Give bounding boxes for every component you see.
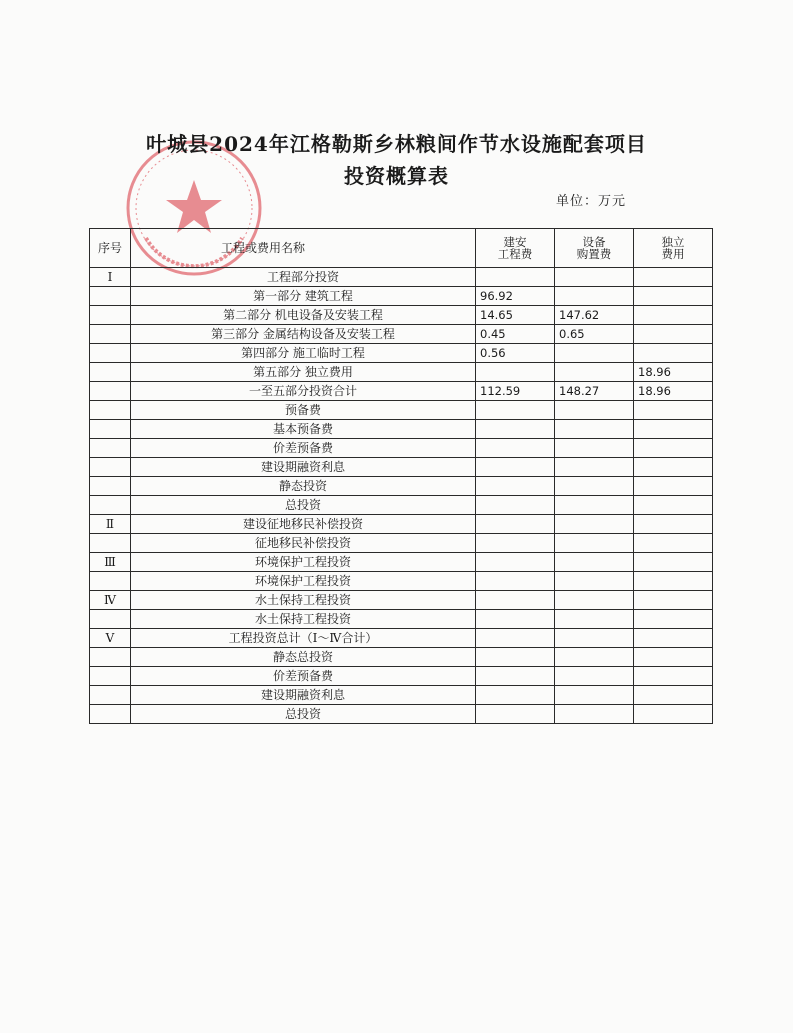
header-independent — [634, 229, 713, 268]
row-independent-fee — [634, 572, 713, 591]
header-name: 工程或费用名称 — [131, 229, 476, 268]
row-equipment-fee — [555, 667, 634, 686]
table-row — [90, 686, 713, 705]
row-construction-fee — [476, 705, 555, 724]
row-name: 第一部分 建筑工程 — [131, 287, 476, 306]
row-independent-fee — [634, 553, 713, 572]
row-seq — [90, 306, 131, 325]
row-construction-fee — [476, 534, 555, 553]
table-row — [90, 306, 713, 325]
row-construction-fee — [476, 477, 555, 496]
table-row — [90, 325, 713, 344]
row-equipment-fee — [555, 610, 634, 629]
row-equipment-fee — [555, 534, 634, 553]
row-seq — [90, 401, 131, 420]
row-construction-fee — [476, 496, 555, 515]
row-independent-fee — [634, 401, 713, 420]
row-independent-fee — [634, 344, 713, 363]
row-equipment-fee — [555, 363, 634, 382]
row-seq — [90, 458, 131, 477]
row-construction-fee — [476, 268, 555, 287]
row-equipment-fee — [555, 496, 634, 515]
row-equipment-fee — [555, 268, 634, 287]
row-name: 预备费 — [131, 401, 476, 420]
document-title-line1: 叶城县2024年江格勒斯乡林粮间作节水设施配套项目 — [146, 132, 647, 156]
row-name: 价差预备费 — [131, 667, 476, 686]
table-row — [90, 382, 713, 401]
row-construction-fee — [476, 439, 555, 458]
row-name: 基本预备费 — [131, 420, 476, 439]
row-independent-fee — [634, 629, 713, 648]
table-row — [90, 287, 713, 306]
table-row — [90, 496, 713, 515]
table-row — [90, 458, 713, 477]
row-name: 一至五部分投资合计 — [131, 382, 476, 401]
table-row — [90, 591, 713, 610]
row-equipment-fee — [555, 572, 634, 591]
row-construction-fee — [476, 420, 555, 439]
row-equipment-fee — [555, 515, 634, 534]
row-construction-fee — [476, 553, 555, 572]
table-row — [90, 477, 713, 496]
row-seq — [90, 344, 131, 363]
row-construction-fee — [476, 591, 555, 610]
row-equipment-fee — [555, 344, 634, 363]
row-seq — [90, 534, 131, 553]
row-construction-fee — [476, 648, 555, 667]
row-construction-fee: 14.65 — [476, 306, 555, 325]
row-construction-fee — [476, 401, 555, 420]
table-row — [90, 648, 713, 667]
header-construction-text: 建安 工程费 — [497, 234, 533, 261]
row-equipment-fee: 148.27 — [555, 382, 634, 401]
row-name: 静态总投资 — [131, 648, 476, 667]
row-seq — [90, 382, 131, 401]
row-independent-fee — [634, 306, 713, 325]
row-construction-fee: 0.45 — [476, 325, 555, 344]
row-name: 工程投资总计（Ⅰ～Ⅳ合计） — [131, 629, 476, 648]
row-seq — [90, 705, 131, 724]
table-row — [90, 363, 713, 382]
row-seq: Ⅰ — [90, 268, 131, 287]
row-equipment-fee — [555, 420, 634, 439]
row-independent-fee — [634, 325, 713, 344]
row-independent-fee — [634, 458, 713, 477]
row-equipment-fee — [555, 705, 634, 724]
table-row — [90, 268, 713, 287]
table-row — [90, 667, 713, 686]
row-name: 建设期融资利息 — [131, 458, 476, 477]
row-name: 工程部分投资 — [131, 268, 476, 287]
row-seq — [90, 610, 131, 629]
row-equipment-fee — [555, 648, 634, 667]
row-name: 第三部分 金属结构设备及安装工程 — [131, 325, 476, 344]
row-independent-fee: 18.96 — [634, 363, 713, 382]
row-independent-fee — [634, 610, 713, 629]
row-construction-fee — [476, 686, 555, 705]
header-equipment-text: 设备 购置费 — [576, 234, 612, 261]
header-seq: 序号 — [90, 229, 131, 268]
row-construction-fee: 112.59 — [476, 382, 555, 401]
table-body — [90, 268, 713, 724]
document-title-line2: 投资概算表 — [344, 164, 449, 188]
row-seq — [90, 572, 131, 591]
row-equipment-fee — [555, 686, 634, 705]
row-equipment-fee — [555, 439, 634, 458]
row-seq — [90, 496, 131, 515]
table-row — [90, 420, 713, 439]
row-seq — [90, 686, 131, 705]
row-independent-fee — [634, 477, 713, 496]
row-independent-fee — [634, 648, 713, 667]
table-row — [90, 401, 713, 420]
row-seq — [90, 325, 131, 344]
row-seq — [90, 420, 131, 439]
row-equipment-fee — [555, 553, 634, 572]
row-seq — [90, 287, 131, 306]
row-independent-fee — [634, 439, 713, 458]
row-name: 环境保护工程投资 — [131, 553, 476, 572]
row-name: 环境保护工程投资 — [131, 572, 476, 591]
table-header-row — [90, 229, 713, 268]
row-seq — [90, 477, 131, 496]
row-independent-fee — [634, 705, 713, 724]
row-construction-fee — [476, 515, 555, 534]
row-equipment-fee — [555, 477, 634, 496]
row-equipment-fee: 147.62 — [555, 306, 634, 325]
row-construction-fee — [476, 610, 555, 629]
row-name: 第四部分 施工临时工程 — [131, 344, 476, 363]
table-row — [90, 629, 713, 648]
row-seq: Ⅳ — [90, 591, 131, 610]
row-equipment-fee — [555, 287, 634, 306]
row-independent-fee — [634, 420, 713, 439]
row-seq: Ⅱ — [90, 515, 131, 534]
table-row — [90, 610, 713, 629]
row-seq — [90, 439, 131, 458]
row-name: 价差预备费 — [131, 439, 476, 458]
table-row — [90, 439, 713, 458]
row-name: 建设期融资利息 — [131, 686, 476, 705]
row-name: 水土保持工程投资 — [131, 610, 476, 629]
header-equipment — [555, 229, 634, 268]
investment-estimate-table — [89, 228, 713, 724]
row-name: 第五部分 独立费用 — [131, 363, 476, 382]
row-seq — [90, 648, 131, 667]
row-construction-fee — [476, 572, 555, 591]
row-independent-fee: 18.96 — [634, 382, 713, 401]
row-name: 水土保持工程投资 — [131, 591, 476, 610]
row-name: 总投资 — [131, 496, 476, 515]
row-independent-fee — [634, 686, 713, 705]
row-name: 征地移民补偿投资 — [131, 534, 476, 553]
row-seq: Ⅴ — [90, 629, 131, 648]
row-seq — [90, 667, 131, 686]
row-equipment-fee — [555, 591, 634, 610]
row-seq — [90, 363, 131, 382]
row-independent-fee — [634, 515, 713, 534]
row-name: 总投资 — [131, 705, 476, 724]
row-construction-fee — [476, 629, 555, 648]
row-independent-fee — [634, 496, 713, 515]
table-row — [90, 572, 713, 591]
table-row — [90, 534, 713, 553]
unit-label: 单位：万元 — [556, 194, 627, 209]
row-independent-fee — [634, 591, 713, 610]
row-independent-fee — [634, 534, 713, 553]
row-equipment-fee — [555, 629, 634, 648]
row-construction-fee — [476, 363, 555, 382]
row-name: 第二部分 机电设备及安装工程 — [131, 306, 476, 325]
row-construction-fee: 96.92 — [476, 287, 555, 306]
table-row — [90, 705, 713, 724]
row-equipment-fee — [555, 458, 634, 477]
row-independent-fee — [634, 268, 713, 287]
row-construction-fee: 0.56 — [476, 344, 555, 363]
row-independent-fee — [634, 287, 713, 306]
row-equipment-fee — [555, 401, 634, 420]
table-row — [90, 344, 713, 363]
table-row — [90, 553, 713, 572]
row-equipment-fee: 0.65 — [555, 325, 634, 344]
header-independent-text: 独立 费用 — [661, 234, 685, 261]
table-row — [90, 515, 713, 534]
row-name: 静态投资 — [131, 477, 476, 496]
row-name: 建设征地移民补偿投资 — [131, 515, 476, 534]
header-construction — [476, 229, 555, 268]
row-independent-fee — [634, 667, 713, 686]
row-construction-fee — [476, 667, 555, 686]
row-seq: Ⅲ — [90, 553, 131, 572]
row-construction-fee — [476, 458, 555, 477]
